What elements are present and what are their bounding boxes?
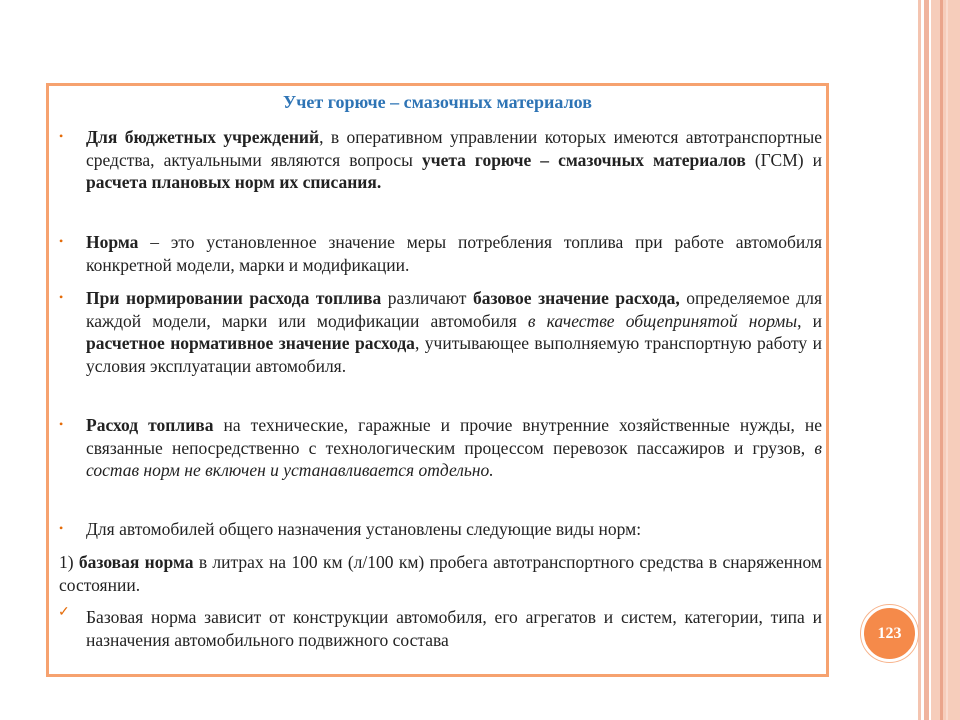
- paragraph-budget-institutions: Для бюджетных учреждений, в оперативном управлении которых имеются автотранспортные средства, актуальными являются вопросы учета горюче – смазочных материалов (ГСМ) и расчета плановых норм их списания.: [86, 127, 822, 193]
- paragraph-norm-types: Для автомобилей общего назначения установлены следующие виды норм:: [86, 519, 642, 539]
- bullet-icon: •: [59, 290, 64, 304]
- paragraph-fuel-consumption: Расход топлива на технические, гаражные и прочие внутренние хозяйственные нужды, не связанные непосредственно с технологическим процессом перевозок пассажиров и грузов, в состав норм не включен и устанавливается отдельно.: [86, 415, 822, 481]
- bullet-icon: •: [59, 417, 64, 431]
- decor-stripe: [946, 0, 948, 720]
- paragraph-base-norm-dependency: Базовая норма зависит от конструкции автомобиля, его агрегатов и систем, категории, типа и назначения автомобильного подвижного состава: [86, 607, 822, 650]
- page-number-badge: 123: [861, 605, 918, 662]
- paragraph-norm-definition: Норма – это установленное значение меры потребления топлива при работе автомобиля конкретной модели, марки и модификации.: [86, 232, 822, 275]
- decor-stripe: [940, 0, 943, 720]
- decor-stripe: [918, 0, 921, 720]
- bullet-icon: •: [59, 129, 64, 143]
- bullet-icon: •: [59, 521, 64, 535]
- paragraph-fuel-rationing: При нормировании расхода топлива различают базовое значение расхода, определяемое для каждой модели, марки или модификации автомобиля в качестве общепринятой нормы, и расчетное нормативное значение расхода, учитывающее выполняемую транспортную работу и условия эксплуатации автомобиля.: [86, 288, 822, 376]
- decor-stripe: [924, 0, 929, 720]
- bullet-icon: •: [59, 234, 64, 248]
- check-icon: ✓: [58, 605, 70, 620]
- numbered-item-base-norm: 1) базовая норма в литрах на 100 км (л/100 км) пробега автотранспортного средства в снаряженном состоянии.: [59, 552, 823, 595]
- slide-title: Учет горюче – смазочных материалов: [283, 92, 592, 112]
